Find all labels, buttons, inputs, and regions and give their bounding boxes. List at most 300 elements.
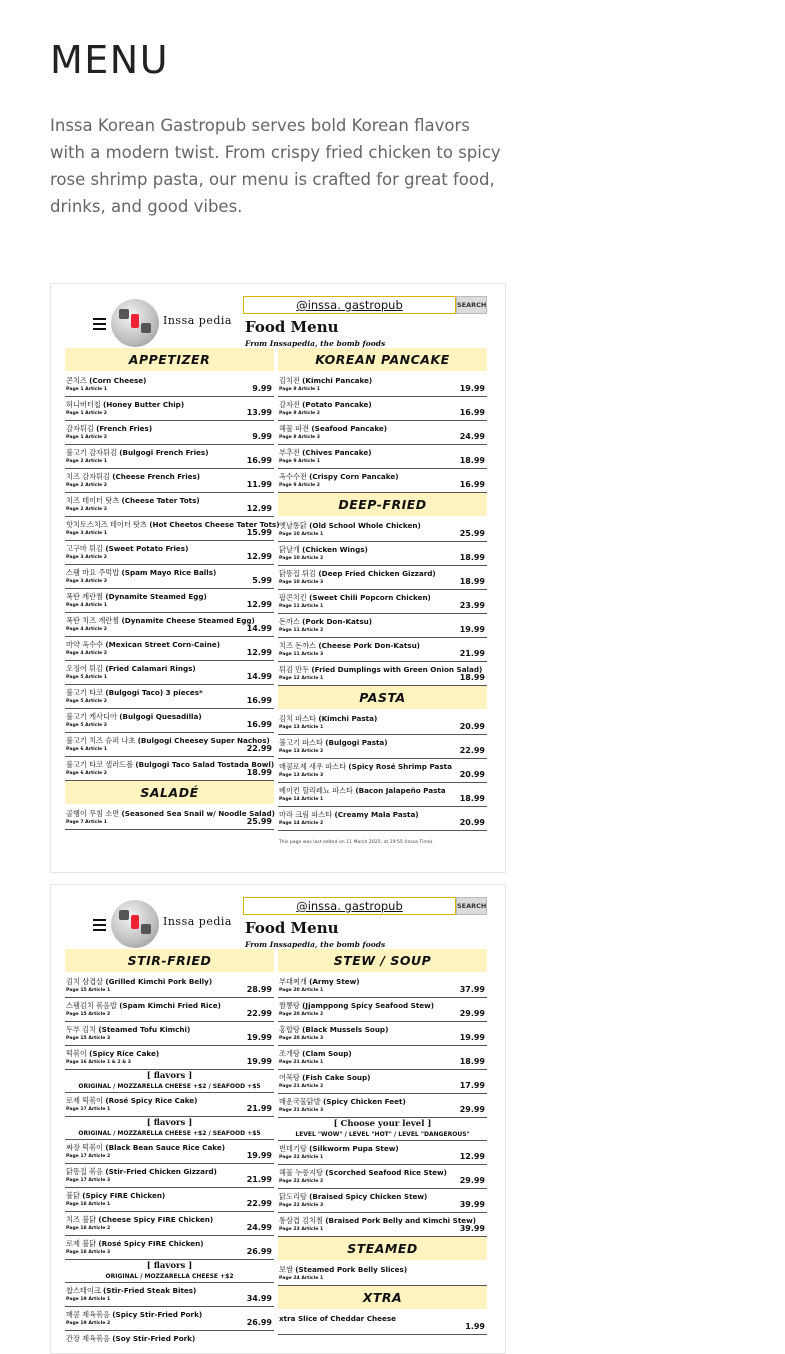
item-name bbox=[66, 1001, 221, 1011]
item-price: 19.99 bbox=[459, 1033, 485, 1042]
item-price: 18.99 bbox=[246, 768, 272, 777]
item-page-ref: Page 18 Article 2 bbox=[66, 1226, 111, 1231]
menu-item bbox=[65, 1212, 274, 1236]
note-detail: ORIGINAL / MOZZARELLA CHEESE +$2 bbox=[105, 1273, 234, 1280]
item-page-ref: Page 13 Article 3 bbox=[279, 773, 324, 778]
item-english-name: (Hot Cheetos Cheese Tater Tots) bbox=[149, 520, 280, 529]
menu-item bbox=[65, 445, 274, 469]
section-heading: STEAMED bbox=[278, 1237, 487, 1260]
item-name bbox=[66, 1310, 202, 1320]
item-korean-name: 닭도리탕 bbox=[279, 1192, 307, 1201]
item-name bbox=[279, 617, 372, 627]
menu-item bbox=[278, 445, 487, 469]
note-detail: ORIGINAL / MOZZARELLA CHEESE +$2 / SEAFOOD +$5 bbox=[78, 1083, 261, 1090]
item-korean-name: 부추전 bbox=[279, 448, 300, 457]
item-price: 16.99 bbox=[459, 408, 485, 417]
item-name bbox=[66, 568, 216, 578]
item-name bbox=[66, 616, 255, 626]
menu-item bbox=[65, 998, 274, 1022]
item-name bbox=[66, 1286, 196, 1296]
item-page-ref: Page 19 Article 1 bbox=[66, 1297, 111, 1302]
item-price: 14.99 bbox=[246, 624, 272, 633]
item-price: 23.99 bbox=[459, 601, 485, 610]
menu-item bbox=[65, 637, 274, 661]
item-korean-name: 닭똥집 볶음 bbox=[66, 1167, 104, 1176]
item-page-ref: Page 4 Article 3 bbox=[66, 651, 107, 656]
item-page-ref: Page 5 Article 3 bbox=[66, 723, 107, 728]
item-korean-name: 해물 누룽지탕 bbox=[279, 1168, 323, 1177]
item-price: 22.99 bbox=[246, 1009, 272, 1018]
item-page-ref: Page 12 Article 1 bbox=[279, 676, 324, 681]
menu-item bbox=[65, 1140, 274, 1164]
item-price: 39.99 bbox=[459, 1200, 485, 1209]
item-english-name: (Spam Mayo Rice Balls) bbox=[121, 568, 217, 577]
menu-item bbox=[65, 493, 274, 517]
section-heading: PASTA bbox=[278, 686, 487, 709]
item-page-ref: Page 14 Article 2 bbox=[279, 821, 324, 826]
item-english-name: (Cheese Pork Don-Katsu) bbox=[318, 641, 420, 650]
item-price: 16.99 bbox=[246, 696, 272, 705]
item-name bbox=[279, 1144, 399, 1154]
last-edited-note: This page was last edited on 11 March 2025, at 19:55 (Inssa Time). bbox=[279, 840, 434, 845]
item-korean-name: 어묵탕 bbox=[279, 1073, 300, 1082]
item-price: 12.99 bbox=[246, 552, 272, 561]
item-page-ref: Page 9 Article 1 bbox=[279, 459, 320, 464]
item-korean-name: 매콤로제 새우 파스타 bbox=[279, 762, 347, 771]
item-english-name: (Bulgogi Cheesey Super Nachos) bbox=[137, 736, 270, 745]
menu-column-left bbox=[65, 348, 280, 830]
item-price: 19.99 bbox=[246, 1151, 272, 1160]
item-name bbox=[279, 714, 377, 724]
item-price: 16.99 bbox=[246, 456, 272, 465]
item-name bbox=[66, 1334, 195, 1344]
item-name bbox=[66, 1239, 204, 1249]
page-description: Inssa Korean Gastropub serves bold Korean flavors with a modern twist. From crispy fried chicken to spicy rose shrimp pasta, our menu is crafted for great food, drinks, and good vibes. bbox=[50, 116, 501, 216]
menu-item bbox=[65, 1307, 274, 1331]
section-heading: DEEP-FRIED bbox=[278, 493, 487, 516]
item-page-ref: Page 16 Article 1 & 2 & 3 bbox=[66, 1060, 131, 1065]
menu-item bbox=[65, 517, 280, 541]
globe-logo-icon bbox=[111, 900, 159, 948]
item-page-ref: Page 15 Article 1 bbox=[66, 988, 111, 993]
section-heading: STEW / SOUP bbox=[278, 949, 487, 972]
item-english-name: (Creamy Mala Pasta) bbox=[334, 810, 419, 819]
menu-title: Food Menu bbox=[245, 318, 339, 336]
item-korean-name: 매콤 제육볶음 bbox=[66, 1310, 110, 1319]
menu-item bbox=[278, 566, 487, 590]
menu-item bbox=[65, 565, 274, 589]
item-english-name: (Stir-Fried Steak Bites) bbox=[103, 1286, 197, 1295]
item-korean-name: 로제 떡볶이 bbox=[66, 1096, 104, 1105]
item-english-name: (Cheese Spicy FIRE Chicken) bbox=[98, 1215, 214, 1224]
item-korean-name: 불고기 타코 bbox=[66, 688, 104, 697]
item-english-name: (Fish Cake Soup) bbox=[302, 1073, 371, 1082]
item-english-name: (Corn Cheese) bbox=[89, 376, 147, 385]
menu-column-right bbox=[278, 949, 487, 1335]
item-english-name: (Spicy Chicken Feet) bbox=[322, 1097, 406, 1106]
item-price: 19.99 bbox=[459, 625, 485, 634]
item-english-name: (Grilled Kimchi Pork Belly) bbox=[105, 977, 213, 986]
item-english-name: (Soy Stir-Fried Pork) bbox=[112, 1334, 196, 1343]
item-price: 18.99 bbox=[459, 673, 485, 682]
item-name bbox=[66, 400, 184, 410]
item-price: 19.99 bbox=[246, 1057, 272, 1066]
menu-item bbox=[278, 735, 487, 759]
section-heading: KOREAN PANCAKE bbox=[278, 348, 487, 371]
item-name bbox=[279, 738, 388, 748]
item-korean-name: 콘치즈 bbox=[66, 376, 87, 385]
item-english-name: (Braised Spicy Chicken Stew) bbox=[309, 1192, 428, 1201]
item-page-ref: Page 17 Article 3 bbox=[66, 1178, 111, 1183]
item-english-name: (Spicy Rice Cake) bbox=[89, 1049, 160, 1058]
item-name bbox=[279, 977, 360, 987]
item-korean-name: 홍합탕 bbox=[279, 1025, 300, 1034]
item-price: 39.99 bbox=[459, 1224, 485, 1233]
item-name bbox=[279, 545, 368, 555]
item-page-ref: Page 23 Article 1 bbox=[279, 1227, 324, 1232]
item-english-name: (Chicken Wings) bbox=[302, 545, 368, 554]
item-english-name: (Bulgogi Quesadilla) bbox=[119, 712, 202, 721]
item-korean-name: 번데기탕 bbox=[279, 1144, 307, 1153]
item-english-name: (Braised Pork Belly and Kimchi Stew) bbox=[325, 1216, 477, 1225]
menu-item bbox=[278, 974, 487, 998]
item-page-ref: Page 22 Article 1 bbox=[279, 1155, 324, 1160]
item-english-name: (Black Bean Sauce Rice Cake) bbox=[105, 1143, 226, 1152]
item-price: 17.99 bbox=[459, 1081, 485, 1090]
item-name bbox=[279, 1216, 476, 1226]
item-price: 21.99 bbox=[459, 649, 485, 658]
item-price: 37.99 bbox=[459, 985, 485, 994]
item-english-name: (Seafood Pancake) bbox=[311, 424, 388, 433]
item-english-name: (Rosé Spicy Rice Cake) bbox=[105, 1096, 198, 1105]
item-page-ref: Page 15 Article 2 bbox=[66, 1012, 111, 1017]
note-title: [ flavors ] bbox=[146, 1118, 193, 1128]
item-korean-name: 폭탄 치즈 계란찜 bbox=[66, 616, 120, 625]
menu-item bbox=[278, 1070, 487, 1094]
menu-item bbox=[278, 1094, 487, 1118]
item-price: 20.99 bbox=[459, 770, 485, 779]
item-name bbox=[279, 641, 420, 651]
menu-item bbox=[278, 1262, 487, 1286]
item-name bbox=[66, 472, 200, 482]
item-price: 18.99 bbox=[459, 456, 485, 465]
item-price: 19.99 bbox=[459, 384, 485, 393]
item-english-name: (Stir-Fried Chicken Gizzard) bbox=[105, 1167, 217, 1176]
item-korean-name: 고구마 튀김 bbox=[66, 544, 104, 553]
flavor-note bbox=[65, 1070, 274, 1093]
item-english-name: (Jjamppong Spicy Seafood Stew) bbox=[302, 1001, 435, 1010]
item-name bbox=[66, 496, 200, 506]
item-page-ref: Page 15 Article 3 bbox=[66, 1036, 111, 1041]
item-korean-name: 마라 크림 파스타 bbox=[279, 810, 333, 819]
menu-item bbox=[65, 806, 274, 830]
item-name bbox=[66, 1025, 190, 1035]
item-name bbox=[279, 569, 436, 579]
item-name bbox=[66, 424, 152, 434]
item-name bbox=[279, 1168, 447, 1178]
item-korean-name: 골뱅이 무침 소면 bbox=[66, 809, 120, 818]
item-korean-name: 감자전 bbox=[279, 400, 300, 409]
item-name bbox=[66, 376, 146, 386]
menu-column-left bbox=[65, 949, 274, 1354]
item-price: 11.99 bbox=[246, 480, 272, 489]
item-price: 12.99 bbox=[246, 600, 272, 609]
menu-item bbox=[65, 661, 274, 685]
item-english-name: (Black Mussels Soup) bbox=[302, 1025, 389, 1034]
search-text: @inssa. gastropub bbox=[243, 897, 456, 915]
page-title: MENU bbox=[50, 38, 170, 82]
item-price: 14.99 bbox=[246, 672, 272, 681]
section-heading: XTRA bbox=[278, 1286, 487, 1309]
item-price: 29.99 bbox=[459, 1176, 485, 1185]
item-name bbox=[279, 1049, 352, 1059]
item-price: 25.99 bbox=[246, 817, 272, 826]
menu-item bbox=[65, 541, 274, 565]
item-korean-name: 폭탄 계란찜 bbox=[66, 592, 104, 601]
item-page-ref: Page 10 Article 2 bbox=[279, 556, 324, 561]
item-name bbox=[279, 593, 431, 603]
item-name bbox=[279, 1265, 407, 1275]
item-korean-name: 감자튀김 bbox=[66, 424, 94, 433]
item-page-ref: Page 19 Article 2 bbox=[66, 1321, 111, 1326]
item-page-ref: Page 11 Article 2 bbox=[279, 628, 324, 633]
flavor-note bbox=[65, 1117, 274, 1140]
item-english-name: (Bulgogi Pasta) bbox=[325, 738, 388, 747]
item-price: 9.99 bbox=[252, 384, 272, 393]
item-korean-name: 닭날개 bbox=[279, 545, 300, 554]
item-english-name: xtra Slice of Cheddar Cheese bbox=[279, 1314, 397, 1323]
item-name bbox=[66, 736, 270, 746]
menu-item bbox=[65, 1331, 274, 1354]
note-detail: ORIGINAL / MOZZARELLA CHEESE +$2 / SEAFOOD +$5 bbox=[78, 1130, 261, 1137]
item-english-name: (Deep Fried Chicken Gizzard) bbox=[318, 569, 436, 578]
item-korean-name: 치즈 감자튀김 bbox=[66, 472, 110, 481]
item-page-ref: Page 17 Article 2 bbox=[66, 1154, 111, 1159]
item-page-ref: Page 10 Article 1 bbox=[279, 532, 324, 537]
menu-item bbox=[65, 1046, 274, 1070]
item-korean-name: 불고기 케사디아 bbox=[66, 712, 117, 721]
item-english-name: (Bulgogi French Fries) bbox=[119, 448, 209, 457]
item-page-ref: Page 5 Article 2 bbox=[66, 699, 107, 704]
item-price: 15.99 bbox=[246, 528, 272, 537]
item-price: 21.99 bbox=[246, 1175, 272, 1184]
menu-item bbox=[278, 614, 487, 638]
item-name bbox=[279, 1001, 434, 1011]
item-english-name: (Rosé Spicy FIRE Chicken) bbox=[98, 1239, 204, 1248]
note-detail: LEVEL "WOW" / LEVEL "HOT" / LEVEL "DANGEROUS" bbox=[295, 1131, 470, 1138]
menu-item bbox=[278, 998, 487, 1022]
item-english-name: (Steamed Pork Belly Slices) bbox=[295, 1265, 408, 1274]
item-english-name: (Silkworm Pupa Stew) bbox=[309, 1144, 399, 1153]
item-name bbox=[279, 1025, 388, 1035]
item-korean-name: 김치 파스타 bbox=[279, 714, 317, 723]
item-page-ref: Page 3 Article 2 bbox=[66, 555, 107, 560]
item-korean-name: 마약 옥수수 bbox=[66, 640, 104, 649]
item-english-name: (French Fries) bbox=[96, 424, 153, 433]
section-heading: APPETIZER bbox=[65, 348, 274, 371]
menu-item bbox=[65, 1164, 274, 1188]
item-page-ref: Page 13 Article 1 bbox=[279, 725, 324, 730]
item-page-ref: Page 8 Article 2 bbox=[279, 411, 320, 416]
menu-item bbox=[65, 397, 274, 421]
item-price: 18.99 bbox=[459, 553, 485, 562]
item-price: 1.99 bbox=[465, 1322, 485, 1331]
item-page-ref: Page 4 Article 2 bbox=[66, 627, 107, 632]
item-korean-name: 치즈 테이터 탓츠 bbox=[66, 496, 120, 505]
item-english-name: (Chives Pancake) bbox=[302, 448, 372, 457]
item-name bbox=[66, 592, 207, 602]
item-korean-name: 김치전 bbox=[279, 376, 300, 385]
item-korean-name: 보쌈 bbox=[279, 1265, 293, 1274]
menu-item bbox=[278, 1022, 487, 1046]
menu-item bbox=[278, 397, 487, 421]
item-price: 5.99 bbox=[252, 576, 272, 585]
item-english-name: (Spicy FIRE Chicken) bbox=[82, 1191, 166, 1200]
menu-item bbox=[65, 1022, 274, 1046]
item-price: 26.99 bbox=[246, 1247, 272, 1256]
item-page-ref: Page 7 Article 1 bbox=[66, 820, 107, 825]
item-korean-name: 불고기 타코 샐러드볼 bbox=[66, 760, 134, 769]
note-title: [ flavors ] bbox=[146, 1261, 193, 1271]
item-price: 24.99 bbox=[459, 432, 485, 441]
menu-item bbox=[65, 373, 274, 397]
item-name bbox=[66, 544, 188, 554]
item-korean-name: 부대찌개 bbox=[279, 977, 307, 986]
item-price: 28.99 bbox=[246, 985, 272, 994]
item-korean-name: 매운국물닭발 bbox=[279, 1097, 321, 1106]
note-title: [ flavors ] bbox=[146, 1071, 193, 1081]
item-korean-name: 스팸김치 볶음밥 bbox=[66, 1001, 117, 1010]
item-korean-name: 치즈 돈까스 bbox=[279, 641, 317, 650]
item-page-ref: Page 2 Article 2 bbox=[66, 483, 107, 488]
menu-item bbox=[278, 783, 487, 807]
item-korean-name: 김치 삼겹살 bbox=[66, 977, 104, 986]
item-english-name: (Bacon Jalapeño Pasta bbox=[355, 786, 446, 795]
item-name bbox=[66, 809, 275, 819]
item-page-ref: Page 22 Article 3 bbox=[279, 1203, 324, 1208]
item-korean-name: 튀김 만두 bbox=[279, 665, 310, 674]
globe-logo-icon bbox=[111, 299, 159, 347]
item-page-ref: Page 3 Article 1 bbox=[66, 531, 107, 536]
item-name bbox=[279, 786, 446, 796]
item-page-ref: Page 1 Article 3 bbox=[66, 435, 107, 440]
item-english-name: (Dynamite Steamed Egg) bbox=[105, 592, 207, 601]
item-english-name: (Steamed Tofu Kimchi) bbox=[98, 1025, 191, 1034]
item-korean-name: 불고기 감자튀김 bbox=[66, 448, 117, 457]
item-english-name: (Seasoned Sea Snail w/ Noodle Salad) bbox=[121, 809, 275, 818]
item-price: 18.99 bbox=[459, 794, 485, 803]
item-name bbox=[66, 1191, 165, 1201]
menu-item bbox=[65, 589, 274, 613]
item-price: 12.99 bbox=[246, 504, 272, 513]
item-page-ref: Page 17 Article 1 bbox=[66, 1107, 111, 1112]
item-korean-name: 스팸 마요 주먹밥 bbox=[66, 568, 120, 577]
item-name bbox=[279, 521, 421, 531]
item-name bbox=[279, 1073, 370, 1083]
menu-item bbox=[65, 421, 274, 445]
item-page-ref: Page 20 Article 2 bbox=[279, 1012, 324, 1017]
menu-item bbox=[65, 1283, 274, 1307]
item-page-ref: Page 18 Article 3 bbox=[66, 1250, 111, 1255]
menu-item bbox=[65, 685, 274, 709]
search-button: SEARCH bbox=[456, 897, 487, 915]
item-korean-name: 통삼겹 김치찜 bbox=[279, 1216, 323, 1225]
item-korean-name: 간장 제육볶음 bbox=[66, 1334, 110, 1343]
item-price: 13.99 bbox=[246, 408, 272, 417]
item-korean-name: 불닭 bbox=[66, 1191, 80, 1200]
item-name bbox=[66, 688, 203, 698]
item-page-ref: Page 2 Article 3 bbox=[66, 507, 107, 512]
item-name bbox=[279, 1192, 427, 1202]
item-page-ref: Page 6 Article 2 bbox=[66, 771, 107, 776]
item-english-name: (Crispy Corn Pancake) bbox=[309, 472, 399, 481]
item-page-ref: Page 6 Article 1 bbox=[66, 747, 107, 752]
item-korean-name: 닭똥집 튀김 bbox=[279, 569, 317, 578]
menu-title: Food Menu bbox=[245, 919, 339, 937]
menu-item bbox=[278, 1141, 487, 1165]
item-english-name: (Cheese French Fries) bbox=[112, 472, 201, 481]
item-korean-name: 오징어 튀김 bbox=[66, 664, 104, 673]
item-name bbox=[66, 712, 202, 722]
item-korean-name: 로제 불닭 bbox=[66, 1239, 97, 1248]
item-name bbox=[279, 472, 399, 482]
menu-item bbox=[278, 1046, 487, 1070]
item-korean-name: 찹스테이크 bbox=[66, 1286, 101, 1295]
menu-item bbox=[278, 469, 487, 493]
item-page-ref: Page 21 Article 3 bbox=[279, 1108, 324, 1113]
menu-subtitle: From Inssapedia, the bomb foods bbox=[245, 339, 386, 348]
menu-item bbox=[278, 421, 487, 445]
item-name bbox=[66, 1167, 217, 1177]
item-english-name: (Spicy Rosé Shrimp Pasta bbox=[348, 762, 452, 771]
menu-item bbox=[65, 709, 274, 733]
item-page-ref: Page 2 Article 1 bbox=[66, 459, 107, 464]
search-text: @inssa. gastropub bbox=[243, 296, 456, 314]
item-price: 20.99 bbox=[459, 722, 485, 731]
item-price: 9.99 bbox=[252, 432, 272, 441]
menu-item bbox=[65, 1188, 274, 1212]
item-price: 19.99 bbox=[246, 1033, 272, 1042]
item-name bbox=[279, 400, 372, 410]
item-name bbox=[279, 1314, 396, 1323]
item-price: 18.99 bbox=[459, 577, 485, 586]
item-english-name: (Scorched Seafood Rice Stew) bbox=[325, 1168, 447, 1177]
item-english-name: (Bulgogi Taco) 3 pieces* bbox=[105, 688, 203, 697]
item-korean-name: 짬뽕탕 bbox=[279, 1001, 300, 1010]
item-price: 21.99 bbox=[246, 1104, 272, 1113]
item-korean-name: 허니버터칩 bbox=[66, 400, 101, 409]
item-page-ref: Page 10 Article 3 bbox=[279, 580, 324, 585]
item-english-name: (Spam Kimchi Fried Rice) bbox=[119, 1001, 221, 1010]
flavor-note bbox=[278, 1118, 487, 1141]
menu-item bbox=[65, 1093, 274, 1117]
item-page-ref: Page 22 Article 2 bbox=[279, 1179, 324, 1184]
search-button: SEARCH bbox=[456, 296, 487, 314]
item-price: 12.99 bbox=[246, 648, 272, 657]
food-menu-image-2 bbox=[50, 884, 506, 1354]
item-page-ref: Page 8 Article 3 bbox=[279, 435, 320, 440]
item-english-name: (Mexican Street Corn-Caine) bbox=[105, 640, 221, 649]
item-page-ref: Page 9 Article 2 bbox=[279, 483, 320, 488]
item-english-name: (Fried Calamari Rings) bbox=[105, 664, 196, 673]
item-korean-name: 옛날통닭 bbox=[279, 521, 307, 530]
item-price: 16.99 bbox=[459, 480, 485, 489]
item-name bbox=[66, 1143, 225, 1153]
menu-item bbox=[278, 590, 487, 614]
menu-item bbox=[278, 1311, 487, 1335]
item-korean-name: 팝콘치킨 bbox=[279, 593, 307, 602]
item-price: 18.99 bbox=[459, 1057, 485, 1066]
